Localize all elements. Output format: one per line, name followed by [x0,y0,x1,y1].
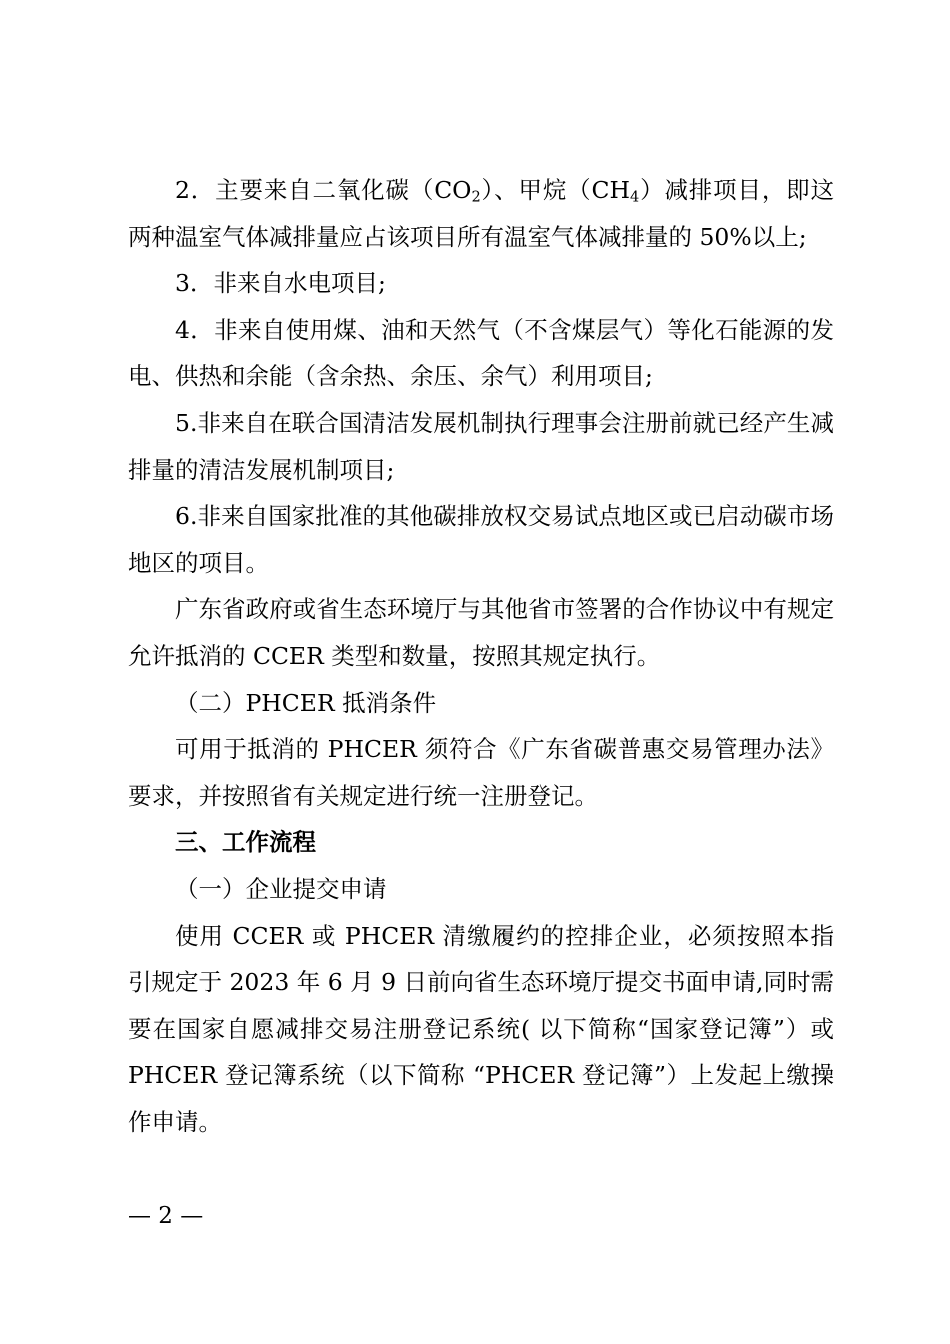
phcer-condition-paragraph: 可用于抵消的 PHCER 须符合《广东省碳普惠交易管理办法》要求，并按照省有关规定进行统一注册登记。 [128,735,834,810]
item-4-paragraph: 4．非来自使用煤、油和天然气（不含煤层气）等化石能源的发电、供热和余能（含余热、余压、余气）利用项目; [128,315,834,391]
item-2-text-a: 2．主要来自二氧化碳（CO [175,176,472,204]
application-paragraph: 使用 CCER 或 PHCER 清缴履约的控排企业，必须按照本指引规定于 2023 年 6 月 9 日前向省生态环境厅提交书面申请,同时需要在国家自愿减排交易注册登记系统( 以下简称“国家登记簿”）或 PHCER 登记簿系统（以下简称 “PHCER 登记簿”）上发起上缴操作申请。 [128,921,834,1136]
subsection-heading-application: （一）企业提交申请 [175,874,387,903]
item-3-paragraph: 3．非来自水电项目; [175,269,386,298]
section-heading-workflow: 三、工作流程 [175,828,316,857]
item-6-paragraph: 6.非来自国家批准的其他碳排放权交易试点地区或已启动碳市场地区的项目。 [128,502,834,577]
item-2-paragraph [128,167,834,260]
ch4-subscript: 4 [630,188,640,206]
co2-subscript: 2 [471,188,481,206]
item-2-text-c: ）减排项目，即这两种温室气体减排量应占该项目所有温室气体减排量的 50%以上; [128,176,834,251]
agreement-paragraph: 广东省政府或省生态环境厅与其他省市签署的合作协议中有规定允许抵消的 CCER 类型和数量，按照其规定执行。 [128,595,834,670]
subsection-heading-phcer: （二）PHCER 抵消条件 [175,688,437,717]
page-number: — 2 — [128,1203,204,1229]
item-2-text-b: ）、甲烷（CH [480,176,630,204]
item-5-paragraph: 5.非来自在联合国清洁发展机制执行理事会注册前就已经产生减排量的清洁发展机制项目; [128,408,834,484]
document-body [128,167,834,1145]
